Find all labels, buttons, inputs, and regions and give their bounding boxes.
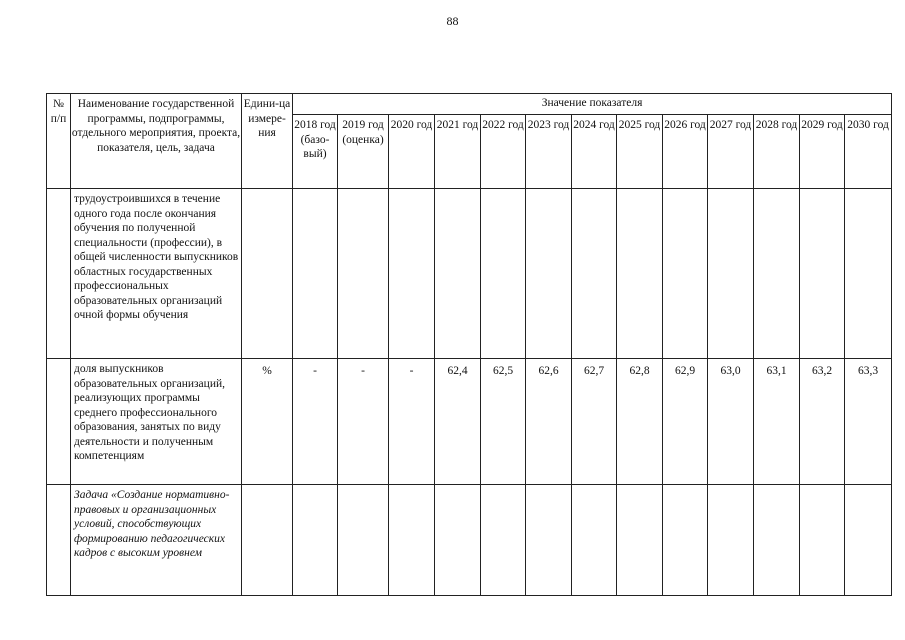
value-cell: 63,3 bbox=[845, 359, 892, 485]
value-cell bbox=[338, 485, 389, 596]
value-cell bbox=[800, 189, 845, 359]
row-num bbox=[47, 189, 71, 359]
value-cell: 62,7 bbox=[572, 359, 617, 485]
value-cell bbox=[572, 189, 617, 359]
indicator-name: трудоустроившихся в течение одного года после окончания обучения по полученной специальности (профессии), в общей численности выпускников областных государственных профессиональных образовательных организаций очной формы обучения bbox=[71, 189, 242, 359]
indicator-name: доля выпускников образовательных организаций, реализующих программы среднего профессионального образования, занятых по виду деятельности и полученным компетенциям bbox=[71, 359, 242, 485]
indicators-table bbox=[46, 93, 892, 596]
header-year: 2023 год bbox=[526, 115, 572, 189]
value-cell: 62,6 bbox=[526, 359, 572, 485]
value-cell bbox=[754, 189, 800, 359]
page-number: 88 bbox=[446, 14, 459, 28]
indicator-unit bbox=[242, 189, 293, 359]
header-year: 2029 год bbox=[800, 115, 845, 189]
header-year: 2019 год (оценка) bbox=[338, 115, 389, 189]
value-cell bbox=[293, 189, 338, 359]
header-year: 2021 год bbox=[435, 115, 481, 189]
row-num bbox=[47, 359, 71, 485]
value-cell: - bbox=[338, 359, 389, 485]
value-cell bbox=[800, 485, 845, 596]
header-name: Наименование государственной программы, подпрограммы, отдельного мероприятия, проекта, показателя, цель, задача bbox=[71, 94, 242, 189]
value-cell bbox=[708, 189, 754, 359]
value-cell bbox=[526, 485, 572, 596]
value-cell bbox=[435, 189, 481, 359]
value-cell bbox=[617, 189, 663, 359]
value-cell bbox=[845, 485, 892, 596]
header-values-group: Значение показателя bbox=[293, 94, 892, 115]
row-num bbox=[47, 485, 71, 596]
table-row bbox=[47, 485, 892, 596]
value-cell bbox=[617, 485, 663, 596]
value-cell: - bbox=[293, 359, 338, 485]
header-row-top bbox=[47, 94, 892, 115]
header-num: № п/п bbox=[47, 94, 71, 189]
header-year: 2028 год bbox=[754, 115, 800, 189]
value-cell: 62,4 bbox=[435, 359, 481, 485]
value-cell: 63,1 bbox=[754, 359, 800, 485]
indicator-unit bbox=[242, 485, 293, 596]
value-cell bbox=[526, 189, 572, 359]
header-year: 2025 год bbox=[617, 115, 663, 189]
value-cell: 63,2 bbox=[800, 359, 845, 485]
task-name: Задача «Создание нормативно-правовых и организационных условий, способствующих формированию педагогических кадров с высоким уровнем bbox=[71, 485, 242, 596]
header-unit: Едини-ца измере-ния bbox=[242, 94, 293, 189]
value-cell bbox=[754, 485, 800, 596]
value-cell: 62,8 bbox=[617, 359, 663, 485]
table-row bbox=[47, 189, 892, 359]
header-year: 2027 год bbox=[708, 115, 754, 189]
header-year: 2030 год bbox=[845, 115, 892, 189]
value-cell bbox=[389, 485, 435, 596]
value-cell: 62,5 bbox=[481, 359, 526, 485]
header-year: 2022 год bbox=[481, 115, 526, 189]
value-cell: 63,0 bbox=[708, 359, 754, 485]
indicator-unit: % bbox=[242, 359, 293, 485]
value-cell bbox=[845, 189, 892, 359]
header-year: 2024 год bbox=[572, 115, 617, 189]
value-cell bbox=[481, 485, 526, 596]
value-cell bbox=[293, 485, 338, 596]
header-year: 2026 год bbox=[663, 115, 708, 189]
value-cell bbox=[708, 485, 754, 596]
header-year: 2020 год bbox=[389, 115, 435, 189]
header-year: 2018 год (базо-вый) bbox=[293, 115, 338, 189]
value-cell bbox=[389, 189, 435, 359]
value-cell bbox=[663, 189, 708, 359]
value-cell: - bbox=[389, 359, 435, 485]
value-cell bbox=[481, 189, 526, 359]
value-cell bbox=[572, 485, 617, 596]
value-cell bbox=[663, 485, 708, 596]
value-cell bbox=[338, 189, 389, 359]
value-cell bbox=[435, 485, 481, 596]
table-row bbox=[47, 359, 892, 485]
value-cell: 62,9 bbox=[663, 359, 708, 485]
